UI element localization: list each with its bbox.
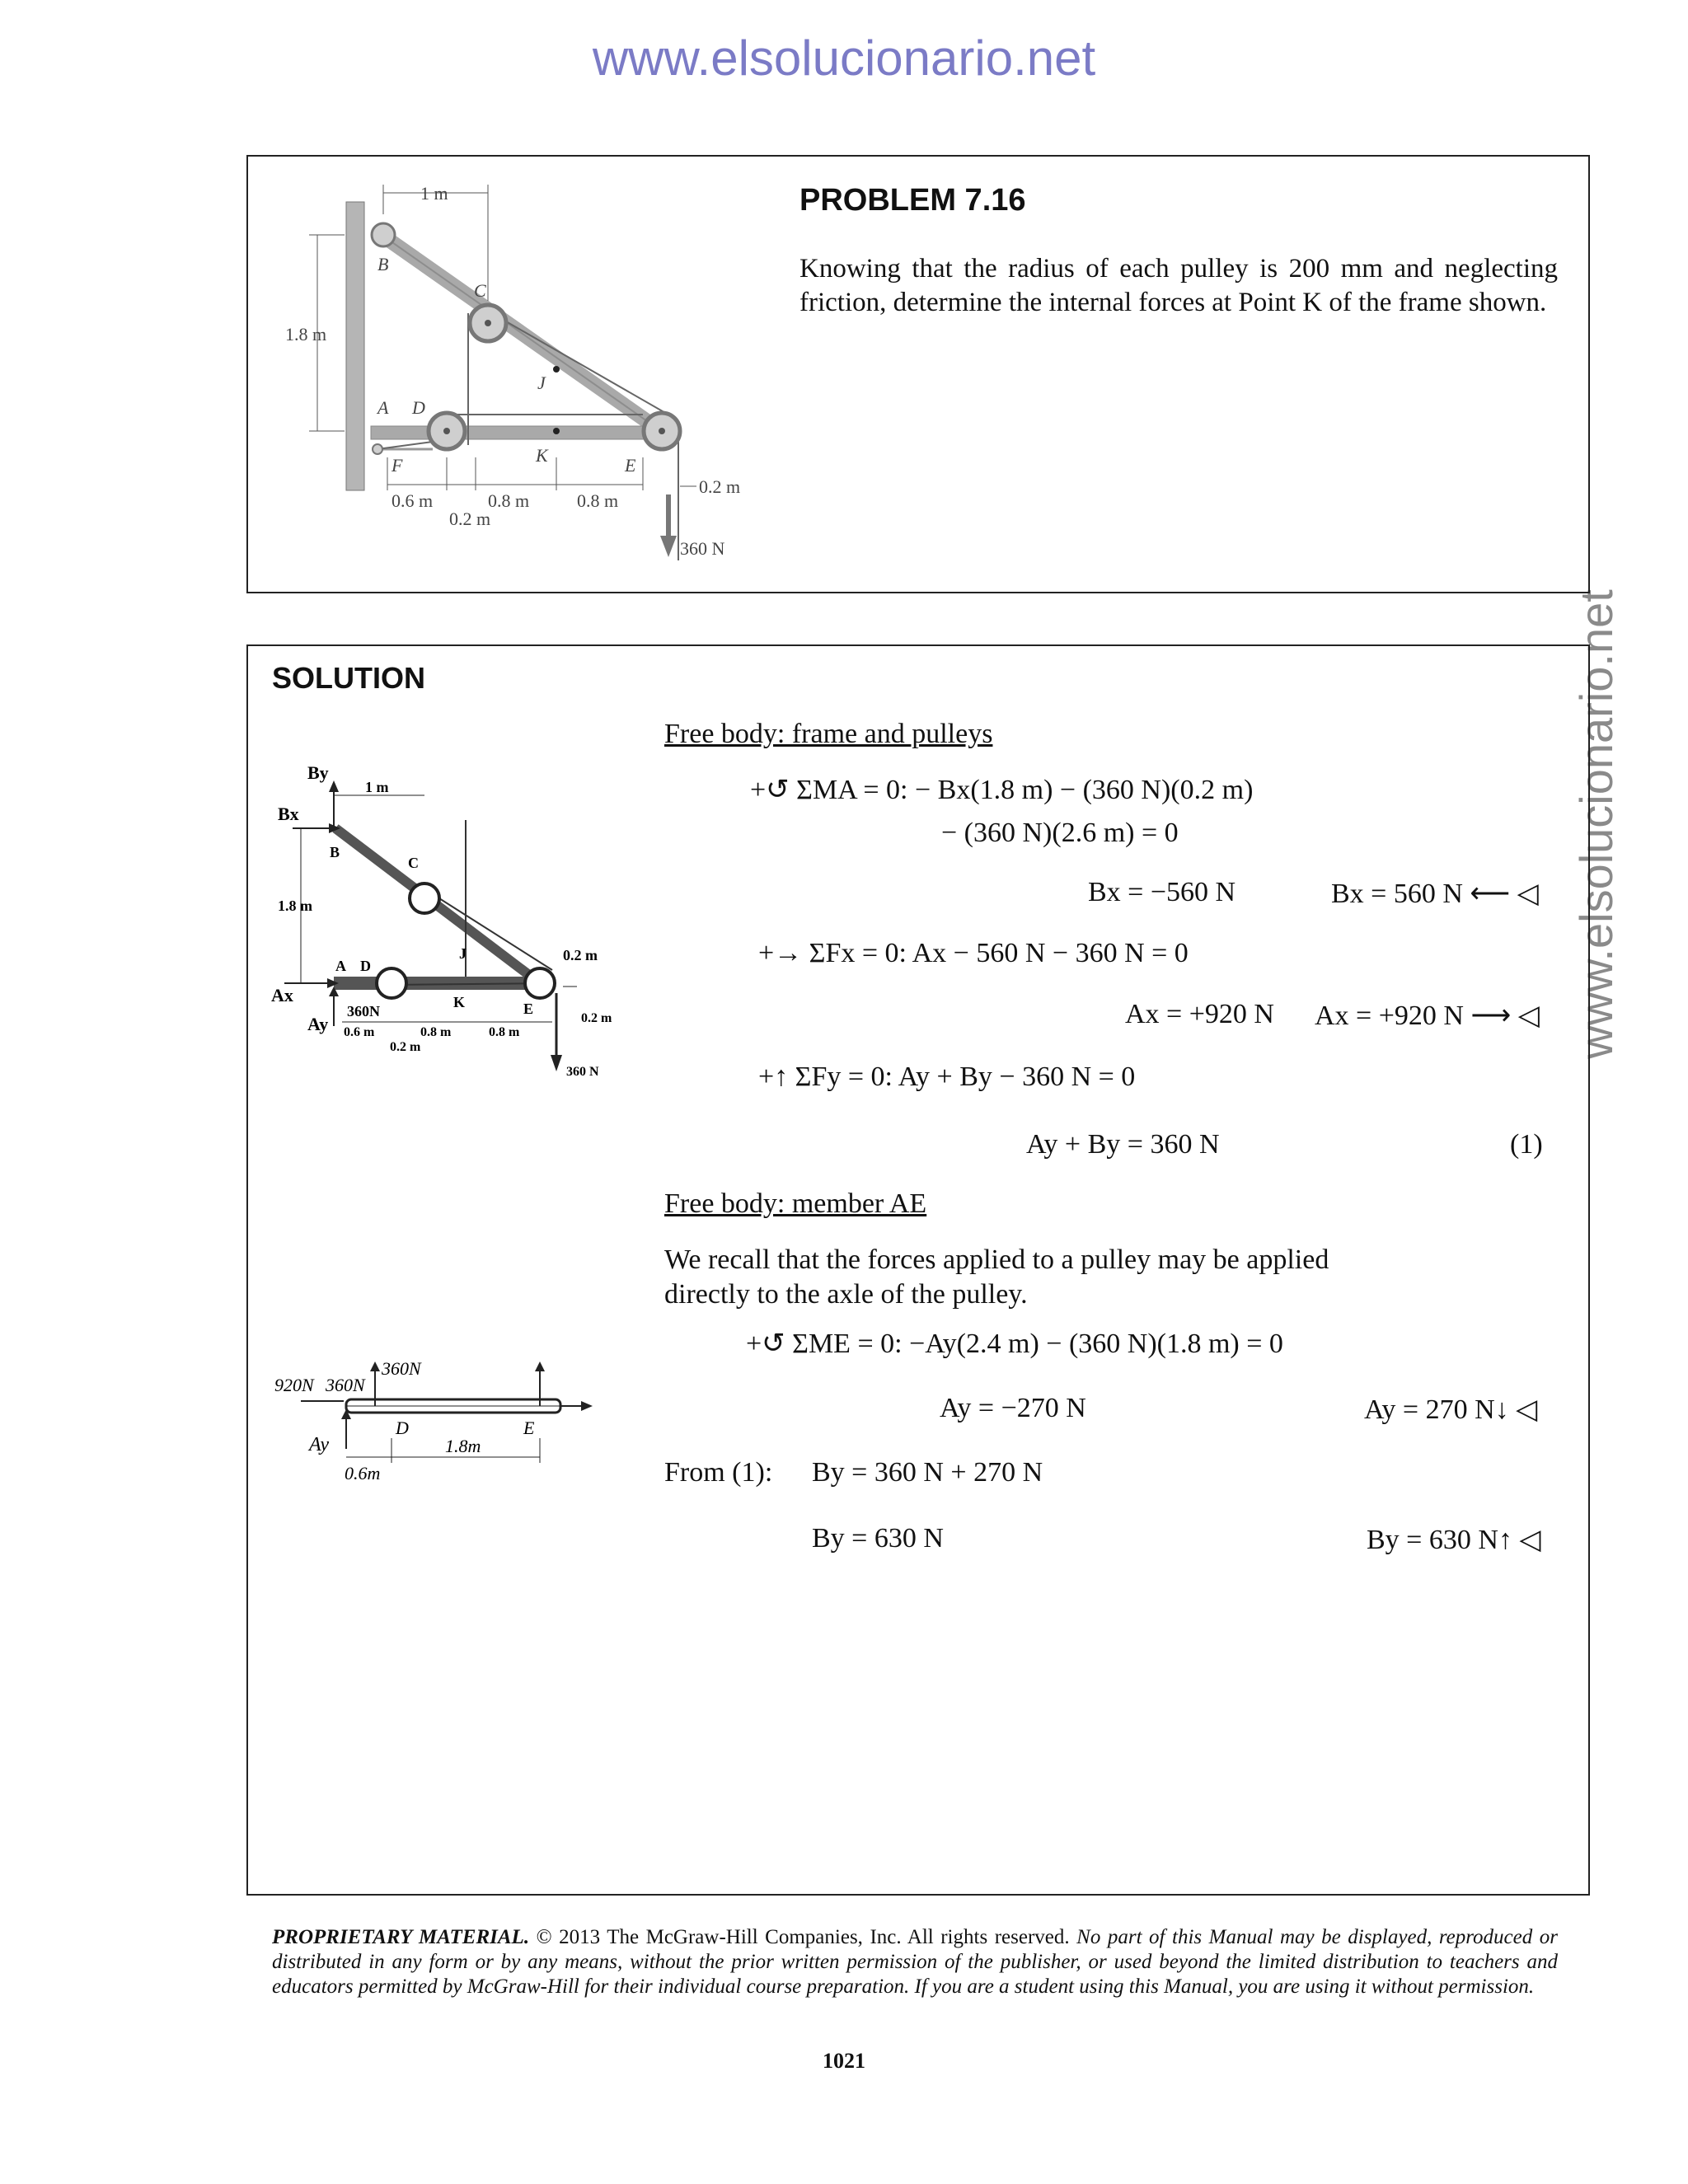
bx-value: Bx = −560 N	[1088, 877, 1236, 907]
fig-label-d: D	[412, 397, 425, 418]
sk1-c: C	[408, 855, 419, 871]
fig-label-e: E	[625, 455, 636, 476]
fig-dim-4: 0.2 m	[449, 509, 491, 529]
ax-value: Ax = +920 N	[1125, 999, 1274, 1029]
eq-sum-fx: +→ ΣFx = 0: Ax − 560 N − 360 N = 0	[758, 938, 1189, 968]
ay-value: Ay = −270 N	[940, 1393, 1086, 1423]
eq-moment-e: +↺ ΣME = 0: −Ay(2.4 m) − (360 N)(1.8 m) = 0	[746, 1329, 1283, 1359]
solution-title: SOLUTION	[272, 661, 425, 695]
sk1-d08a: 0.8 m	[420, 1025, 452, 1039]
eq-sum-fy: +↑ ΣFy = 0: Ay + By − 360 N = 0	[758, 1062, 1136, 1092]
sk2-d06: 0.6m	[345, 1463, 381, 1483]
problem-title: PROBLEM 7.16	[799, 183, 1026, 218]
sk2-d18: 1.8m	[445, 1436, 481, 1456]
sk1-h: 1.8 m	[278, 898, 312, 914]
eq-sum-fy-result: Ay + By = 360 N	[1026, 1129, 1220, 1160]
sk2-d: D	[396, 1418, 409, 1438]
sk2-ay: Ay	[309, 1434, 329, 1455]
fb1-heading: Free body: frame and pulleys	[664, 719, 993, 749]
footer-notice-text: No part of this Manual may be displayed, reproduced or distributed in any form or by any means, without the prior written permission of the publisher, or used beyond the limited distribution to teachers and educators permitted by McGraw-Hill for their individual course preparation. If you are a student using this Manual, you are using it without permission.	[272, 1926, 1558, 1998]
sk1-r02b: 0.2 m	[581, 1011, 612, 1025]
footer-lead: PROPRIETARY MATERIAL.	[272, 1926, 530, 1948]
fig-dim-1: 0.6 m	[392, 490, 434, 511]
eq-by-sum: By = 360 N + 270 N	[812, 1457, 1043, 1488]
solution-sketch-member	[268, 1352, 598, 1492]
sk1-d: D	[360, 958, 371, 974]
solution-sketch-frame	[268, 754, 655, 1092]
sk1-bx: Bx	[278, 804, 299, 824]
fig-label-f: F	[392, 455, 403, 476]
ay-result: Ay = 270 N↓ ◁	[1364, 1394, 1538, 1425]
problem-figure	[280, 173, 775, 569]
fig-label-j: J	[537, 373, 546, 393]
sk1-a: A	[335, 958, 346, 974]
by-value: By = 630 N	[812, 1523, 944, 1554]
fig-height-dim: 1.8 m	[285, 324, 327, 344]
sk1-d08b: 0.8 m	[489, 1025, 520, 1039]
recall-text: We recall that the forces applied to a pulley may be applied directly to the axle of the pulley.	[664, 1244, 1329, 1310]
sk2-360n-a: 360N	[326, 1375, 365, 1395]
fig-dim-5: 0.2 m	[699, 476, 741, 497]
problem-text: Knowing that the radius of each pulley is 200 mm and neglecting friction, determine the internal forces at Point K of the frame shown.	[799, 254, 1558, 317]
bx-result: Bx = 560 N ⟵ ◁	[1331, 879, 1539, 909]
fig-top-dim: 1 m	[420, 183, 448, 204]
footer-copyright: © 2013 The McGraw-Hill Companies, Inc. All rights reserved.	[529, 1926, 1077, 1948]
fig-label-b: B	[377, 254, 389, 274]
watermark-top: www.elsolucionario.net	[592, 30, 1096, 86]
sk1-k: K	[453, 994, 466, 1010]
fig-label-c: C	[474, 280, 486, 301]
sk1-1m: 1 m	[365, 779, 389, 795]
sk1-b: B	[330, 844, 340, 860]
page-number: 1021	[823, 2049, 865, 2073]
fb2-heading: Free body: member AE	[664, 1188, 927, 1219]
sk2-e: E	[523, 1418, 535, 1438]
sk1-j: J	[459, 945, 467, 962]
sk2-360n-b: 360N	[382, 1358, 421, 1379]
sk1-d02: 0.2 m	[390, 1040, 421, 1054]
sk1-360n: 360N	[347, 1003, 380, 1019]
eq-number-1: (1)	[1510, 1129, 1543, 1160]
sk1-r02a: 0.2 m	[563, 947, 598, 963]
fig-label-a: A	[377, 397, 389, 418]
ax-result: Ax = +920 N ⟶ ◁	[1315, 1001, 1540, 1031]
by-result: By = 630 N↑ ◁	[1367, 1525, 1541, 1555]
footer-notice	[272, 1925, 1558, 1999]
eq-moment-a-cont: − (360 N)(2.6 m) = 0	[941, 818, 1179, 848]
from-eq1-label: From (1):	[664, 1457, 773, 1488]
sk1-ax: Ax	[271, 985, 293, 1005]
sk1-load: 360 N	[566, 1065, 599, 1079]
sk2-920n: 920N	[274, 1375, 314, 1395]
sk1-by: By	[307, 762, 329, 783]
sk1-ay: Ay	[307, 1014, 329, 1034]
fig-label-k: K	[536, 445, 548, 466]
eq-moment-a: +↺ ΣMA = 0: − Bx(1.8 m) − (360 N)(0.2 m)	[750, 775, 1254, 805]
fig-dim-3: 0.8 m	[577, 490, 619, 511]
watermark-side: www.elsolucionario.net	[1570, 589, 1622, 1059]
sk1-e: E	[523, 1001, 534, 1017]
sk1-d06: 0.6 m	[344, 1025, 375, 1039]
fig-dim-2: 0.8 m	[488, 490, 530, 511]
fig-load: 360 N	[680, 538, 725, 559]
